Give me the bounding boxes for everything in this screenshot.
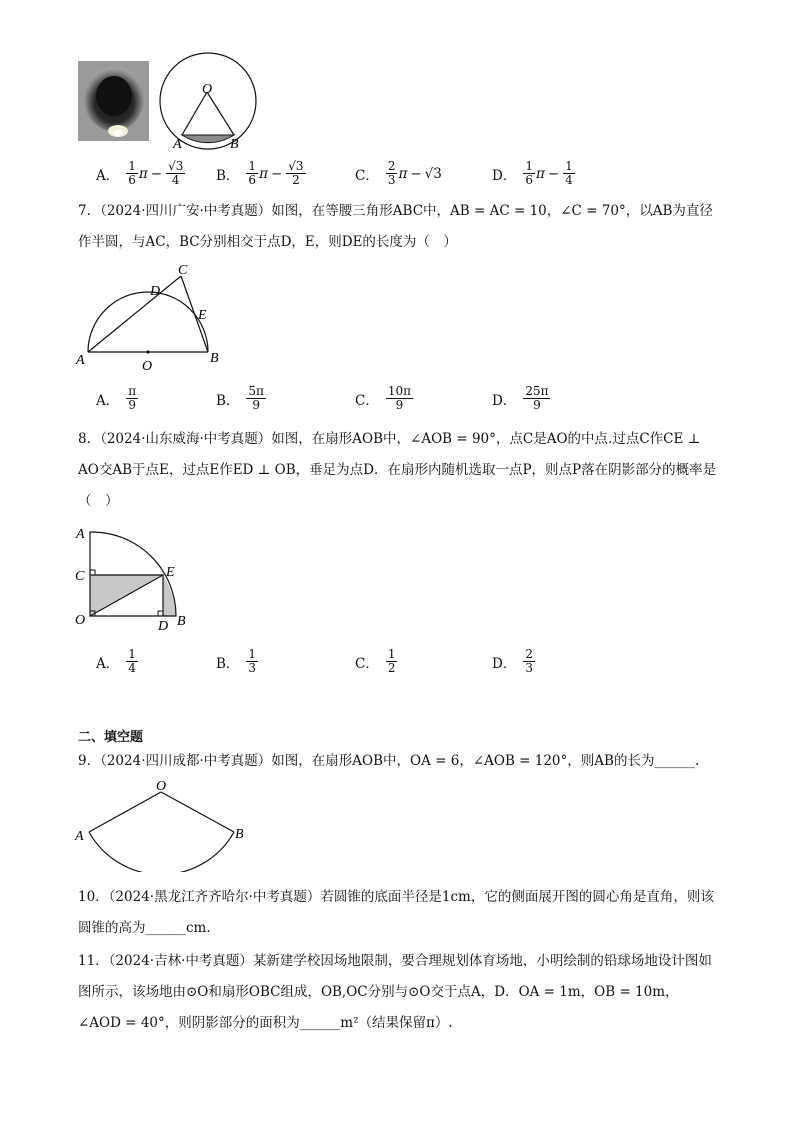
q7-option-b[interactable]: B． $\frac{5\pi}{9}$ xyxy=(216,384,264,412)
q9-figure xyxy=(72,776,252,872)
q8-label-b: B xyxy=(177,614,186,629)
section-title: 二、填空题 xyxy=(78,730,144,745)
q9-label-o: O xyxy=(156,779,167,794)
q8-figure xyxy=(72,522,197,637)
q6-label-b: B xyxy=(230,137,239,151)
q8-label-c: C xyxy=(75,569,85,584)
q7-option-d[interactable]: D． $\frac{25\pi}{9}$ xyxy=(492,384,549,412)
q8-label-a: A xyxy=(76,527,85,542)
q7-text: 7．（2024·四川广安·中考真题）如图，在等腰三角形ABC中，AB = AC = 10，∠C = 70°，以AB为直径作半圆，与AC，BC分别相交于点D，E，则DE的长度为（ ） xyxy=(78,203,713,250)
q7-option-c[interactable]: C． $\frac{10\pi}{9}$ xyxy=(355,384,411,412)
q7-label-a: A xyxy=(76,353,85,368)
q8-option-c[interactable]: C． $\frac{1}{2}$ xyxy=(355,647,396,675)
q8-option-d[interactable]: D． $\frac{2}{3}$ xyxy=(492,647,533,675)
q8-label-d: D xyxy=(158,619,169,634)
q7-label-o: O xyxy=(142,359,153,374)
q8-label-e: E xyxy=(166,565,175,580)
q9-text: 9．（2024·四川成都·中考真题）如图，在扇形AOB中，OA = 6，∠AOB = 120°，则AB的长为______. xyxy=(78,753,700,769)
q6-option-d[interactable]: D． $\frac{1}{6}$ π − $\frac{1}{4}$ xyxy=(492,159,573,187)
q6-option-a[interactable]: A． $\frac{1}{6}$ π − $\frac{√3}{4}$ xyxy=(96,159,184,187)
q7-option-a[interactable]: A． $\frac{\pi}{9}$ xyxy=(96,384,137,412)
q8-text: 8．（2024·山东威海·中考真题）如图，在扇形AOB中，∠AOB = 90°，点C是AO的中点.过点C作CE ⊥ AO交AB于点E，过点E作ED ⊥ OB，垂足为点D．在扇形内随机选取一点P，则点P落在阴影部分的概率是（ ） xyxy=(78,431,717,509)
q8-label-o: O xyxy=(75,613,86,628)
q6-option-c[interactable]: C． $\frac{2}{3}$ π − √3 xyxy=(355,159,442,187)
q7-label-c: C xyxy=(178,263,188,278)
q10-text: 10．（2024·黑龙江齐齐哈尔·中考真题）若圆锥的底面半径是1cm，它的侧面展开图的圆心角是直角，则该圆锥的高为______cm. xyxy=(78,889,714,936)
q6-label-a: A xyxy=(173,137,182,151)
tunnel-photo xyxy=(78,61,149,141)
q7-figure xyxy=(72,262,232,374)
q6-option-b[interactable]: B． $\frac{1}{6}$ π − $\frac{√3}{2}$ xyxy=(216,159,304,187)
q6-label-o: O xyxy=(202,82,213,97)
q6-circle-figure xyxy=(158,51,258,151)
q7-label-d: D xyxy=(150,284,161,299)
q7-label-b: B xyxy=(210,351,219,366)
q9-label-a: A xyxy=(75,829,84,844)
q11-text: 11．（2024·吉林·中考真题）某新建学校因场地限制，要合理规划体育场地，小明绘制的铅球场地设计图如图所示，该场地由⊙O和扇形OBC组成，OB,OC分别与⊙O交于点A，D．OA = 1m，OB = 10m，∠AOD = 40°，则阴影部分的面积为______m²（结果保留π）. xyxy=(78,953,712,1031)
q8-option-b[interactable]: B． $\frac{1}{3}$ xyxy=(216,647,257,675)
q7-label-e: E xyxy=(198,308,207,323)
q8-option-a[interactable]: A． $\frac{1}{4}$ xyxy=(96,647,136,675)
q9-label-b: B xyxy=(235,827,244,842)
